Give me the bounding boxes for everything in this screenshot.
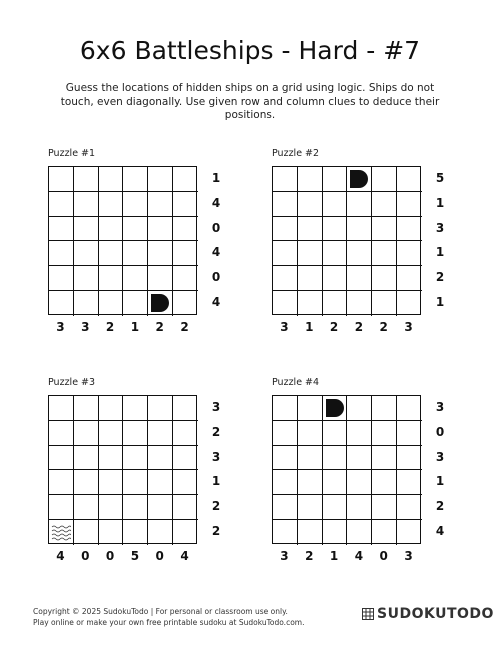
grid-cell[interactable]	[372, 495, 397, 520]
grid-cell[interactable]	[148, 470, 173, 495]
grid-cell[interactable]	[148, 495, 173, 520]
column-clue: 1	[305, 320, 314, 334]
grid-cell[interactable]	[372, 470, 397, 495]
column-clues	[48, 549, 197, 563]
grid-cell[interactable]	[397, 241, 422, 266]
grid-cell[interactable]	[273, 241, 298, 266]
grid-cell[interactable]	[397, 167, 422, 192]
row-clue: 0	[211, 220, 221, 235]
grid-cell[interactable]	[123, 495, 148, 520]
grid-cell[interactable]	[323, 520, 348, 545]
grid-cell[interactable]	[273, 421, 298, 446]
instructions: Guess the locations of hidden ships on a grid using logic. Ships do not touch, even diagonally. Use given row and column clues to deduce their positions.	[60, 82, 440, 121]
column-clue: 4	[354, 549, 364, 563]
grid-cell[interactable]	[323, 446, 348, 471]
column-clue: 2	[379, 320, 388, 334]
grid-cell[interactable]	[323, 495, 348, 520]
grid-cell[interactable]	[298, 495, 323, 520]
grid-cell[interactable]	[397, 520, 422, 545]
column-clue: 3	[404, 549, 413, 563]
column-clues	[272, 320, 421, 334]
column-clue: 2	[305, 549, 314, 563]
grid-cell[interactable]	[99, 192, 124, 217]
grid-cell[interactable]	[298, 421, 323, 446]
row-clue: 0	[211, 270, 221, 285]
puzzle-2	[272, 148, 472, 348]
column-clue: 0	[379, 549, 388, 563]
grid-cell[interactable]	[372, 217, 397, 242]
grid-cell[interactable]	[372, 446, 397, 471]
grid-cell[interactable]	[298, 291, 323, 316]
grid-cell[interactable]	[123, 217, 148, 242]
grid-cell[interactable]	[173, 266, 198, 291]
grid-cell[interactable]	[148, 520, 173, 545]
grid-cell[interactable]	[74, 291, 99, 316]
row-clue: 1	[211, 474, 221, 489]
ship-end-icon	[151, 294, 169, 312]
column-clues	[48, 320, 197, 334]
puzzle-label: Puzzle #1	[48, 148, 96, 159]
grid-cell[interactable]	[74, 192, 99, 217]
copyright-text: Copyright © 2025 SudokuTodo | For personal or classroom use only.	[33, 607, 288, 616]
grid-cell[interactable]	[298, 446, 323, 471]
grid-cell[interactable]	[298, 167, 323, 192]
row-clues	[430, 166, 450, 315]
row-clue: 3	[211, 449, 221, 464]
grid-cell[interactable]	[273, 167, 298, 192]
grid-cell[interactable]	[173, 291, 198, 316]
grid-cell[interactable]	[273, 291, 298, 316]
row-clue: 4	[211, 245, 221, 260]
puzzle-4	[272, 377, 472, 577]
grid-cell[interactable]	[397, 291, 422, 316]
grid-cell[interactable]	[298, 470, 323, 495]
grid-cell[interactable]	[323, 192, 348, 217]
grid-cell[interactable]	[123, 470, 148, 495]
grid-cell[interactable]	[148, 192, 173, 217]
logo-text: SUDOKUTODO	[377, 606, 494, 622]
grid-cell[interactable]	[123, 446, 148, 471]
row-clue: 2	[211, 424, 221, 439]
grid-cell[interactable]	[397, 421, 422, 446]
grid-cell[interactable]	[99, 396, 124, 421]
grid-cell[interactable]	[372, 241, 397, 266]
puzzle-grid	[48, 166, 197, 315]
grid-cell[interactable]	[123, 396, 148, 421]
grid-cell[interactable]	[173, 421, 198, 446]
column-clue: 3	[280, 549, 289, 563]
grid-cell[interactable]	[99, 421, 124, 446]
row-clue: 4	[435, 524, 445, 539]
grid-cell[interactable]	[347, 421, 372, 446]
column-clue: 0	[81, 549, 90, 563]
grid-cell[interactable]	[347, 446, 372, 471]
grid-cell[interactable]	[74, 421, 99, 446]
grid-cell[interactable]	[49, 396, 74, 421]
grid-cell[interactable]	[99, 291, 124, 316]
grid-cell[interactable]	[323, 421, 348, 446]
column-clue: 0	[155, 549, 164, 563]
row-clues	[430, 395, 450, 544]
grid-cell[interactable]	[148, 167, 173, 192]
grid-cell[interactable]	[123, 192, 148, 217]
grid-cell[interactable]	[49, 495, 74, 520]
grid-cell[interactable]	[123, 421, 148, 446]
puzzle-grid	[272, 395, 421, 544]
grid-cell[interactable]	[49, 520, 74, 545]
row-clue: 1	[211, 171, 221, 185]
column-clue: 2	[105, 320, 115, 334]
grid-cell[interactable]	[173, 217, 198, 242]
grid-cell[interactable]	[99, 167, 124, 192]
column-clue: 3	[404, 320, 413, 334]
grid-cell[interactable]	[148, 446, 173, 471]
grid-cell[interactable]	[99, 217, 124, 242]
grid-cell[interactable]	[273, 396, 298, 421]
grid-cell[interactable]	[74, 470, 99, 495]
grid-cell[interactable]	[323, 167, 348, 192]
grid-cell[interactable]	[273, 446, 298, 471]
grid-cell[interactable]	[372, 266, 397, 291]
grid-cell[interactable]	[49, 167, 74, 192]
grid-cell[interactable]	[347, 520, 372, 545]
sudokutodo-logo	[362, 606, 494, 622]
column-clue: 1	[130, 320, 140, 334]
grid-cell[interactable]	[99, 266, 124, 291]
grid-cell[interactable]	[74, 266, 99, 291]
grid-cell[interactable]	[323, 291, 348, 316]
grid-cell[interactable]	[323, 396, 348, 421]
grid-cell[interactable]	[323, 266, 348, 291]
grid-cell[interactable]	[49, 446, 74, 471]
grid-cell[interactable]	[323, 241, 348, 266]
grid-cell[interactable]	[123, 167, 148, 192]
grid-cell[interactable]	[372, 167, 397, 192]
row-clue: 2	[435, 499, 445, 514]
grid-cell[interactable]	[347, 470, 372, 495]
grid-cell[interactable]	[173, 470, 198, 495]
grid-cell[interactable]	[173, 446, 198, 471]
grid-cell[interactable]	[49, 217, 74, 242]
grid-cell[interactable]	[273, 192, 298, 217]
row-clues	[206, 395, 226, 544]
grid-cell[interactable]	[298, 192, 323, 217]
grid-cell[interactable]	[273, 520, 298, 545]
grid-cell[interactable]	[298, 241, 323, 266]
grid-cell[interactable]	[372, 192, 397, 217]
grid-cell[interactable]	[99, 470, 124, 495]
column-clue: 5	[130, 549, 140, 563]
grid-cell[interactable]	[323, 217, 348, 242]
column-clue: 3	[81, 320, 90, 334]
grid-cell[interactable]	[273, 470, 298, 495]
grid-cell[interactable]	[397, 396, 422, 421]
row-clue: 3	[435, 449, 445, 464]
grid-cell[interactable]	[372, 520, 397, 545]
grid-cell[interactable]	[173, 167, 198, 192]
grid-cell[interactable]	[74, 495, 99, 520]
row-clue: 0	[435, 424, 445, 439]
grid-cell[interactable]	[298, 396, 323, 421]
grid-cell[interactable]	[347, 167, 372, 192]
grid-cell[interactable]	[273, 495, 298, 520]
grid-cell[interactable]	[173, 192, 198, 217]
ship-end-icon	[326, 399, 344, 417]
grid-cell[interactable]	[99, 446, 124, 471]
column-clue: 3	[280, 320, 289, 334]
row-clue: 2	[435, 270, 445, 285]
promo-text: Play online or make your own free printable sudoku at SudokuTodo.com.	[33, 618, 305, 627]
row-clue: 1	[435, 474, 445, 489]
grid-cell[interactable]	[347, 291, 372, 316]
row-clue: 4	[211, 195, 221, 210]
grid-cell[interactable]	[123, 520, 148, 545]
grid-cell[interactable]	[397, 192, 422, 217]
grid-cell[interactable]	[74, 396, 99, 421]
column-clue: 4	[180, 549, 189, 563]
grid-cell[interactable]	[123, 291, 148, 316]
grid-cell[interactable]	[173, 241, 198, 266]
grid-cell[interactable]	[74, 217, 99, 242]
grid-cell[interactable]	[99, 241, 124, 266]
ship-end-icon	[350, 170, 368, 188]
row-clue: 3	[435, 220, 445, 235]
grid-cell[interactable]	[49, 291, 74, 316]
grid-cell[interactable]	[148, 241, 173, 266]
page-title: 6x6 Battleships - Hard - #7	[79, 36, 421, 65]
grid-cell[interactable]	[397, 217, 422, 242]
grid-logo-icon	[362, 608, 374, 620]
puzzle-grid	[272, 166, 421, 315]
column-clue: 3	[56, 320, 65, 334]
row-clue: 1	[435, 245, 445, 260]
grid-cell[interactable]	[347, 396, 372, 421]
grid-cell[interactable]	[397, 470, 422, 495]
grid-cell[interactable]	[372, 396, 397, 421]
grid-cell[interactable]	[49, 241, 74, 266]
grid-cell[interactable]	[347, 217, 372, 242]
column-clue: 2	[180, 320, 189, 334]
puzzle-grid	[48, 395, 197, 544]
grid-cell[interactable]	[148, 421, 173, 446]
grid-cell[interactable]	[173, 495, 198, 520]
row-clue: 3	[435, 400, 445, 414]
grid-cell[interactable]	[323, 470, 348, 495]
grid-cell[interactable]	[148, 291, 173, 316]
puzzle-1	[48, 148, 248, 348]
grid-cell[interactable]	[372, 291, 397, 316]
column-clue: 1	[329, 549, 339, 563]
grid-cell[interactable]	[49, 266, 74, 291]
grid-cell[interactable]	[298, 217, 323, 242]
row-clue: 3	[211, 400, 221, 414]
puzzle-label: Puzzle #2	[272, 148, 320, 159]
grid-cell[interactable]	[397, 266, 422, 291]
column-clue: 0	[105, 549, 115, 563]
grid-cell[interactable]	[273, 266, 298, 291]
grid-cell[interactable]	[372, 421, 397, 446]
grid-cell[interactable]	[49, 192, 74, 217]
puzzle-3	[48, 377, 248, 577]
grid-cell[interactable]	[397, 495, 422, 520]
column-clue: 2	[354, 320, 364, 334]
grid-cell[interactable]	[397, 446, 422, 471]
grid-cell[interactable]	[148, 217, 173, 242]
row-clue: 1	[435, 295, 445, 310]
grid-cell[interactable]	[99, 495, 124, 520]
grid-cell[interactable]	[49, 470, 74, 495]
grid-cell[interactable]	[148, 396, 173, 421]
grid-cell[interactable]	[99, 520, 124, 545]
grid-cell[interactable]	[123, 266, 148, 291]
grid-cell[interactable]	[347, 495, 372, 520]
puzzle-label: Puzzle #4	[272, 377, 320, 388]
grid-cell[interactable]	[273, 217, 298, 242]
water-icon	[51, 522, 71, 542]
grid-cell[interactable]	[173, 520, 198, 545]
footer	[33, 606, 304, 628]
grid-cell[interactable]	[74, 520, 99, 545]
puzzle-label: Puzzle #3	[48, 377, 96, 388]
grid-cell[interactable]	[49, 421, 74, 446]
grid-cell[interactable]	[173, 396, 198, 421]
grid-cell[interactable]	[298, 266, 323, 291]
grid-cell[interactable]	[347, 192, 372, 217]
grid-cell[interactable]	[148, 266, 173, 291]
column-clue: 2	[155, 320, 164, 334]
row-clue: 4	[211, 295, 221, 310]
grid-cell[interactable]	[74, 241, 99, 266]
column-clue: 4	[56, 549, 65, 563]
column-clues	[272, 549, 421, 563]
grid-cell[interactable]	[74, 446, 99, 471]
column-clue: 2	[329, 320, 339, 334]
row-clue: 2	[211, 499, 221, 514]
grid-cell[interactable]	[298, 520, 323, 545]
grid-cell[interactable]	[123, 241, 148, 266]
row-clue: 5	[435, 171, 445, 185]
row-clues	[206, 166, 226, 315]
grid-cell[interactable]	[347, 266, 372, 291]
grid-cell[interactable]	[347, 241, 372, 266]
grid-cell[interactable]	[74, 167, 99, 192]
row-clue: 1	[435, 195, 445, 210]
row-clue: 2	[211, 524, 221, 539]
